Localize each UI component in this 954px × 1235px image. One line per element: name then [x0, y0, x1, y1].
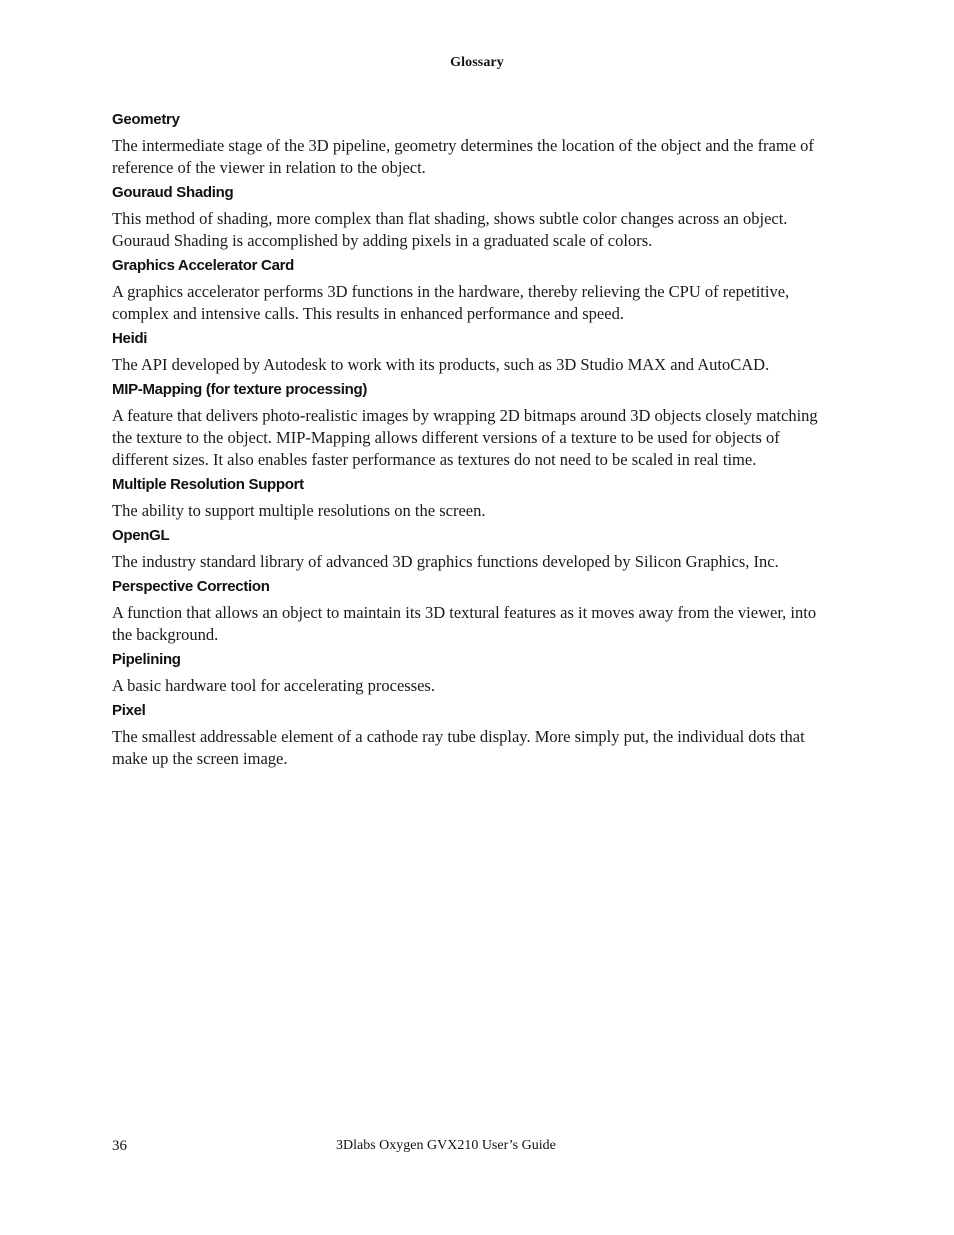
glossary-term: MIP-Mapping (for texture processing) [112, 381, 368, 398]
glossary-entry-pipelining [112, 651, 832, 697]
glossary-term: Graphics Accelerator Card [112, 257, 295, 274]
glossary-entry-heidi [112, 330, 832, 376]
glossary-definition: The smallest addressable element of a cathode ray tube display. More simply put, the individual dots that make up the screen image. [112, 727, 805, 768]
glossary-entry-pixel [112, 702, 832, 770]
glossary-entry-perspective-correction [112, 578, 832, 646]
glossary-entry-geometry [112, 111, 832, 179]
glossary-term: Heidi [112, 330, 148, 347]
glossary-term: Geometry [112, 111, 180, 128]
glossary-definition: A basic hardware tool for accelerating processes. [112, 676, 435, 695]
glossary-definition: The API developed by Autodesk to work with its products, such as 3D Studio MAX and AutoCAD. [112, 355, 770, 374]
glossary-term: Pipelining [112, 651, 181, 668]
glossary-entry-graphics-accelerator-card [112, 257, 832, 325]
glossary-term: Multiple Resolution Support [112, 476, 304, 493]
glossary-definition: The industry standard library of advanced 3D graphics functions developed by Silicon Graphics, Inc. [112, 552, 779, 571]
glossary-definition: A graphics accelerator performs 3D functions in the hardware, thereby relieving the CPU of repetitive, complex and intensive calls. This results in enhanced performance and speed. [112, 282, 790, 323]
glossary-entry-gouraud-shading [112, 184, 832, 252]
glossary-entry-opengl [112, 527, 832, 573]
glossary-list [112, 111, 832, 775]
glossary-definition: The intermediate stage of the 3D pipeline, geometry determines the location of the object and the frame of reference of the viewer in relation to the object. [112, 136, 814, 177]
glossary-entry-multiple-resolution-support [112, 476, 832, 522]
glossary-term: OpenGL [112, 527, 170, 544]
glossary-definition: A feature that delivers photo-realistic images by wrapping 2D bitmaps around 3D objects closely matching the texture to the object. MIP-Mapping allows different versions of a texture to be used for objects of different sizes. It also enables faster performance as textures do not need to be scaled in real time. [112, 406, 818, 469]
glossary-term: Gouraud Shading [112, 184, 234, 201]
page-number: 36 [112, 1138, 127, 1154]
running-header-title: Glossary [450, 55, 504, 70]
glossary-definition: This method of shading, more complex than flat shading, shows subtle color changes across an object. Gouraud Shading is accomplished by adding pixels in a graduated scale of colors. [112, 209, 788, 250]
glossary-definition: A function that allows an object to maintain its 3D textural features as it moves away from the viewer, into the background. [112, 603, 817, 644]
glossary-term: Perspective Correction [112, 578, 270, 595]
glossary-entry-mip-mapping [112, 381, 832, 471]
glossary-definition: The ability to support multiple resolutions on the screen. [112, 501, 486, 520]
footer-document-title: 3Dlabs Oxygen GVX210 User’s Guide [336, 1138, 556, 1153]
glossary-term: Pixel [112, 702, 146, 719]
